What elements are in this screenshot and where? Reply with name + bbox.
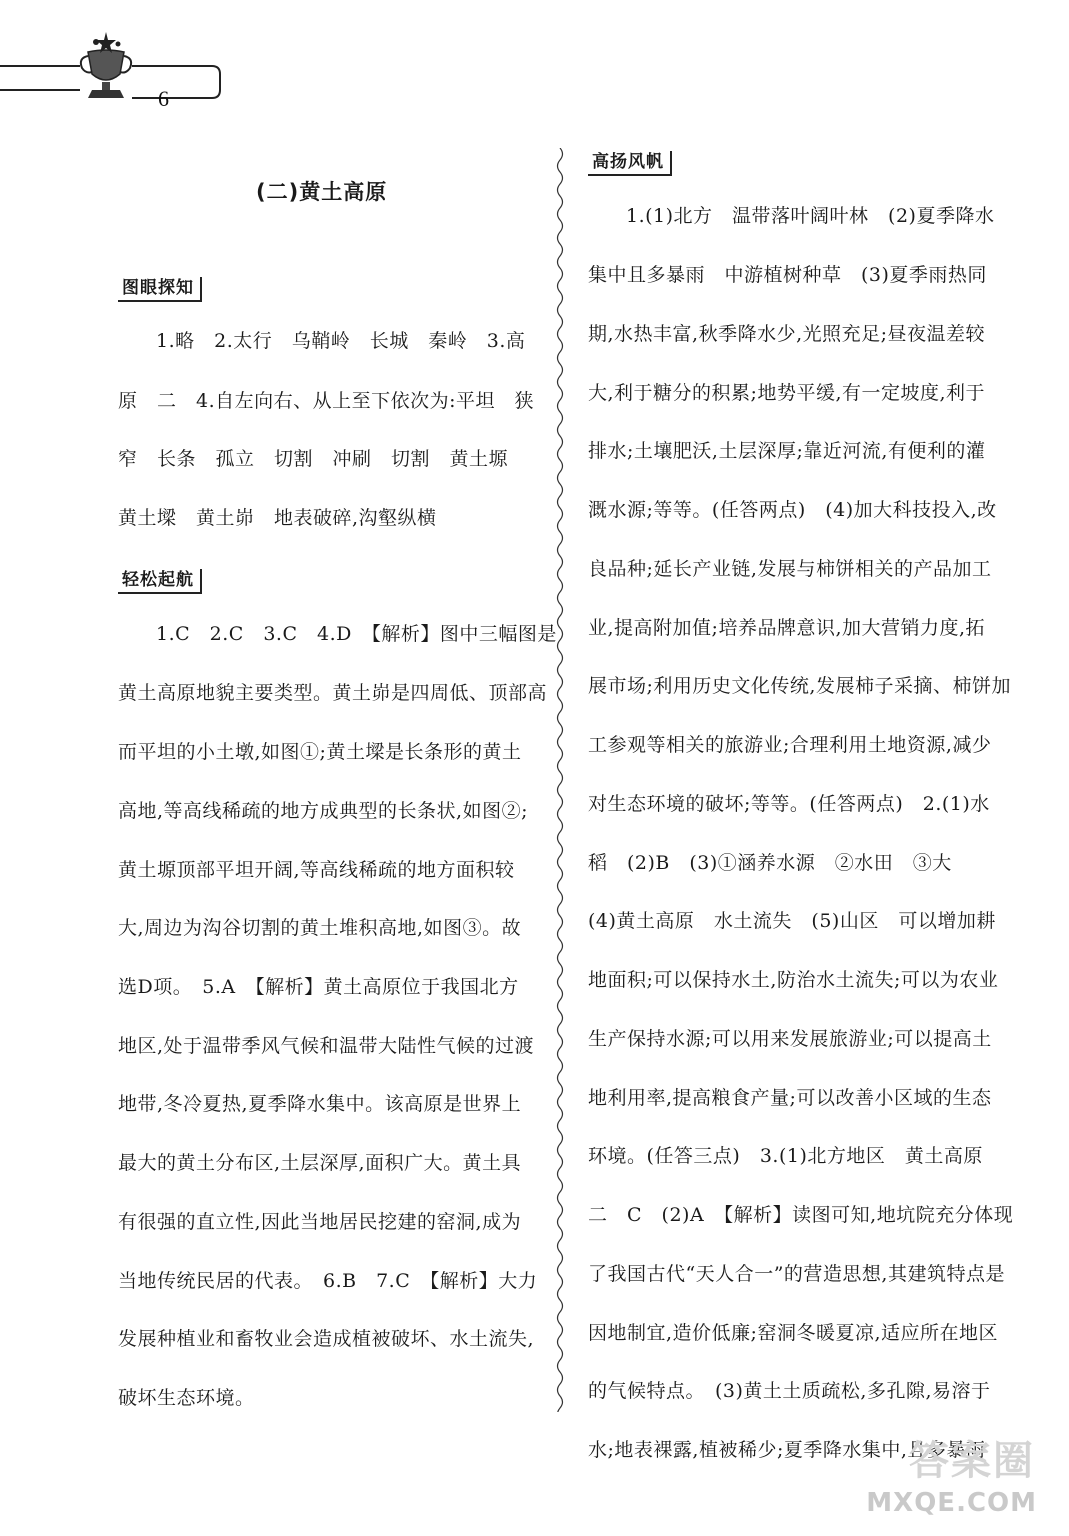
page-header <box>0 28 240 111</box>
watermark-big-text: 答案圈 <box>909 1438 1035 1484</box>
text-line: 稻 (2)B (3)①涵养水源 ②水田 ③大 <box>588 852 952 874</box>
text-line: 有很强的直立性,因此当地居民挖建的窑洞,成为 <box>118 1211 522 1233</box>
text-line: 的气候特点。 (3)黄土土质疏松,多孔隙,易溶于 <box>588 1380 991 1402</box>
text-line: 因地制宜,造价低廉;窑洞冬暖夏凉,适应所在地区 <box>588 1322 998 1344</box>
text-line: 1.略 2.太行 乌鞘岭 长城 秦岭 3.高 <box>156 330 526 352</box>
text-line: 水;地表裸露,植被稀少;夏季降水集中,且多暴雨 <box>588 1439 986 1461</box>
text-line: 了我国古代“天人合一”的营造思想,其建筑特点是 <box>588 1263 1005 1285</box>
section-tag-tuyan: 图眼探知 <box>118 277 202 302</box>
text-line: 高地,等高线稀疏的地方成典型的长条状,如图②; <box>118 800 528 822</box>
text-line: 原 二 4.自左向右、从上至下依次为:平坦 狭 <box>118 390 535 412</box>
text-line: 最大的黄土分布区,土层深厚,面积广大。黄土具 <box>118 1152 522 1174</box>
column-divider <box>553 148 567 1412</box>
watermark-small-text: MXQE.COM <box>866 1488 1037 1518</box>
text-line: 破坏生态环境。 <box>118 1387 255 1409</box>
text-line: 业,提高附加值;培养品牌意识,加大营销力度,拓 <box>588 617 986 639</box>
text-line: 环境。(任答三点) 3.(1)北方地区 黄土高原 <box>588 1145 983 1167</box>
text-line: 展市场;利用历史文化传统,发展柿子采摘、柿饼加 <box>588 675 1011 697</box>
text-line: 对生态环境的破坏;等等。(任答两点) 2.(1)水 <box>588 793 990 815</box>
text-line: 1.C 2.C 3.C 4.D 【解析】图中三幅图是 <box>156 623 557 645</box>
text-line: 良品种;延长产业链,发展与柿饼相关的产品加工 <box>588 558 992 580</box>
text-line: 地面积;可以保持水土,防治水土流失;可以为农业 <box>588 969 999 991</box>
text-line: 二 C (2)A 【解析】读图可知,地坑院充分体现 <box>588 1204 1014 1226</box>
text-line: (4)黄土高原 水土流失 (5)山区 可以增加耕 <box>588 910 996 932</box>
text-line: 地带,冬冷夏热,夏季降水集中。该高原是世界上 <box>118 1093 522 1115</box>
text-line: 而平坦的小土墩,如图①;黄土墚是长条形的黄土 <box>118 741 522 763</box>
text-line: 黄土墚 黄土峁 地表破碎,沟壑纵横 <box>118 507 437 529</box>
text-line: 当地传统民居的代表。 6.B 7.C 【解析】大力 <box>118 1270 538 1292</box>
text-line: 地利用率,提高粮食产量;可以改善小区域的生态 <box>588 1087 992 1109</box>
text-line: 发展种植业和畜牧业会造成植被破坏、水土流失, <box>118 1328 535 1350</box>
section-tag-qingsong: 轻松起航 <box>118 569 202 594</box>
text-line: 大,周边为沟谷切割的黄土堆积高地,如图③。故 <box>118 917 522 939</box>
text-line: 排水;土壤肥沃,土层深厚;靠近河流,有便利的灌 <box>588 440 986 462</box>
text-line: 选D项。 5.A 【解析】黄土高原位于我国北方 <box>118 976 519 998</box>
section-title: (二)黄土高原 <box>256 180 388 204</box>
section-tag-gaoyang: 高扬风帆 <box>588 151 672 176</box>
text-line: 溉水源;等等。(任答两点) (4)加大科技投入,改 <box>588 499 997 521</box>
text-line: 1.(1)北方 温带落叶阔叶林 (2)夏季降水 <box>626 205 995 227</box>
text-line: 黄土高原地貌主要类型。黄土峁是四周低、顶部高 <box>118 682 548 704</box>
text-line: 黄土塬顶部平坦开阔,等高线稀疏的地方面积较 <box>118 859 515 881</box>
trophy-icon <box>0 28 240 108</box>
text-line: 窄 长条 孤立 切割 冲刷 切割 黄土塬 <box>118 448 509 470</box>
text-line: 地区,处于温带季风气候和温带大陆性气候的过渡 <box>118 1035 535 1057</box>
page-number: 6 <box>158 86 169 111</box>
text-line: 集中且多暴雨 中游植树种草 (3)夏季雨热同 <box>588 264 987 286</box>
text-line: 生产保持水源;可以用来发展旅游业;可以提高土 <box>588 1028 992 1050</box>
text-line: 大,利于糖分的积累;地势平缓,有一定坡度,利于 <box>588 382 986 404</box>
watermark-logo <box>867 1436 1057 1526</box>
text-line: 期,水热丰富,秋季降水少,光照充足;昼夜温差较 <box>588 323 986 345</box>
text-line: 工参观等相关的旅游业;合理利用土地资源,减少 <box>588 734 992 756</box>
